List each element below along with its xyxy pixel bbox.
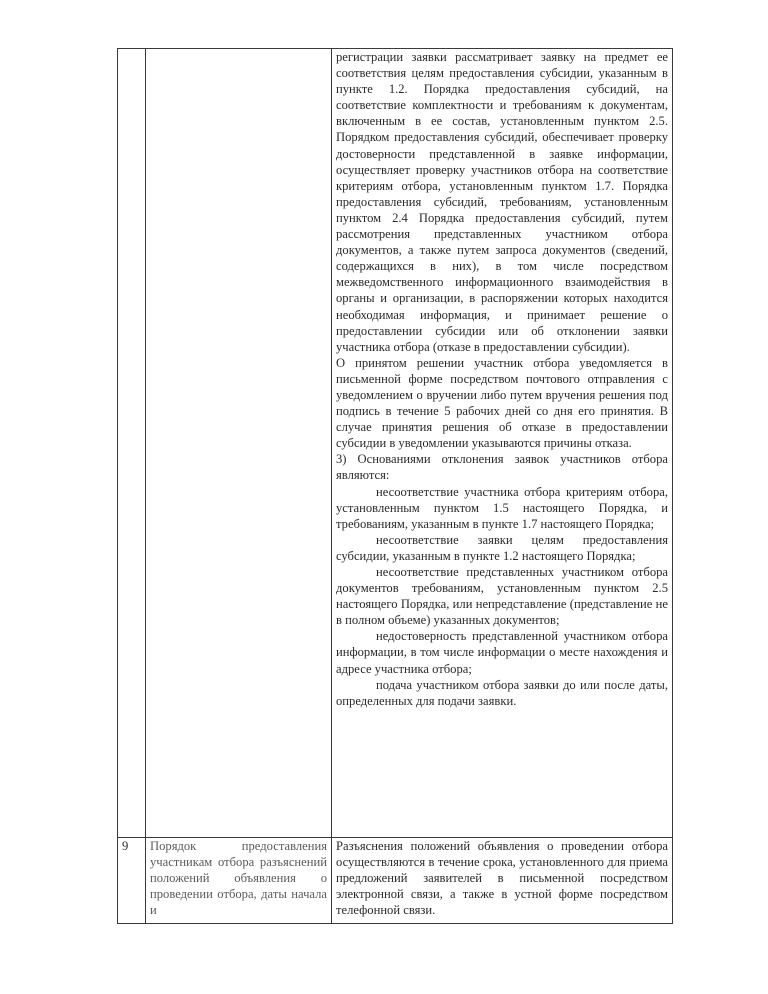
paragraph: регистрации заявки рассматривает заявку на предмет ее соответствия целям предоставления субсидии, указанным в пункте 1.2. Порядка предоставления субсидий, на соответствие комплектности и требованиям к документам, включенным в ее состав, установленным пунктом 2.5. Порядком предоставления субсидий, обеспечивает проверку достоверности представленной в заявке информации, осуществляет проверку участников отбора на соответствие критериям отбора, установленным пунктом 1.7. Порядка предоставления субсидий, требованиям, установленным пунктом 2.4 Порядка предоставления субсидий, путем рассмотрения представленных участником отбора документов, а также путем запроса документов (сведений, содержащихся в них), в том числе посредством межведомственного информационного взаимодействия в органы и организации, в распоряжении которых находится необходимая информация, и принимает решение о предоставлении субсидии или об отклонении заявки участника отбора (отказе в предоставлении субсидии). (336, 50, 668, 354)
row-content (332, 49, 673, 838)
row-title: Порядок предоставления участникам отбора разъяснений положений объявления о проведении отбора, даты начала и (146, 838, 332, 924)
row-content: Разъяснения положений объявления о проведении отбора осуществляются в течение срока, установленного для приема предложений заявителей в письменной посредством электронной связи, а также в устной форме посредством телефонной связи. (332, 838, 673, 924)
paragraph: О принятом решении участник отбора уведомляется в письменной форме посредством почтового отправления с уведомлением о вручении либо путем вручения решения под подпись в течение 5 рабочих дней со дня его принятия. В случае принятия решения об отказе в предоставлении субсидии в уведомлении указываются причины отказа. (336, 355, 668, 451)
row-number (118, 49, 146, 838)
row-number: 9 (118, 838, 146, 924)
list-item: недостоверность представленной участником отбора информации, в том числе информации о месте нахождения и адресе участника отбора; (336, 629, 668, 676)
list-item: несоответствие заявки целям предоставления субсидии, указанным в пункте 1.2 настоящего Порядка; (336, 532, 668, 563)
procedure-table (117, 48, 673, 924)
table-row (118, 838, 673, 924)
row-title (146, 49, 332, 838)
list-item: подача участником отбора заявки до или после даты, определенных для подачи заявки. (336, 677, 668, 708)
list-item: несоответствие участника отбора критериям отбора, установленным пунктом 1.5 настоящего Порядка, и требованиям, указанным в пункте 1.7 настоящего Порядка; (336, 484, 668, 531)
table-row (118, 49, 673, 838)
paragraph: 3) Основаниями отклонения заявок участников отбора являются: (336, 452, 668, 483)
list-item: несоответствие представленных участником отбора документов требованиям, установленным пунктом 2.5 настоящего Порядка, или непредставление (представление не в полном объеме) указанных документов; (336, 565, 668, 628)
